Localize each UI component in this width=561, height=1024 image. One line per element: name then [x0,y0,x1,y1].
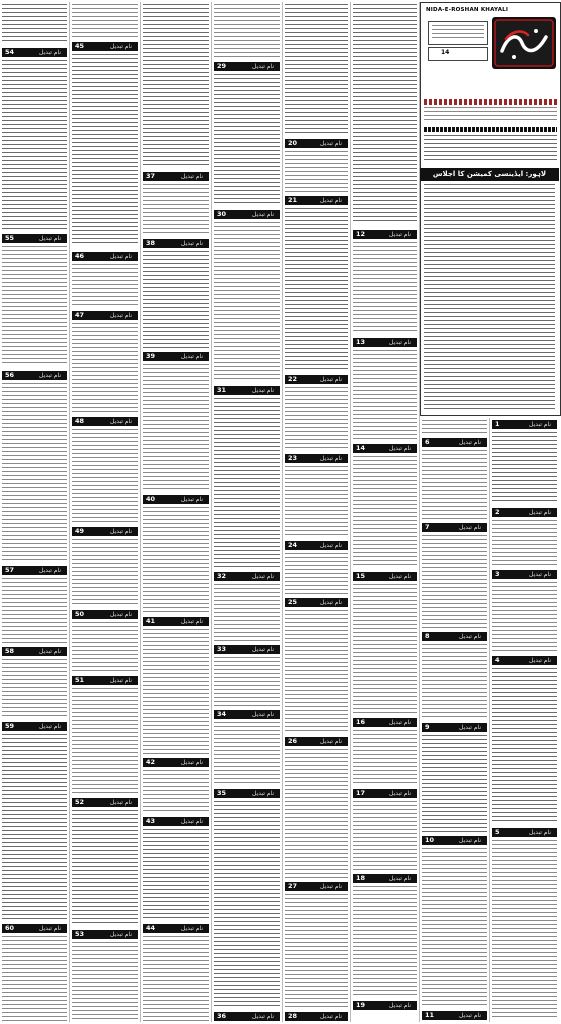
notice-19: 19 نام تبدیل [353,1001,417,1010]
notice-12: 12 نام تبدیل [353,230,417,239]
notice-18: 18 نام تبدیل [353,874,417,883]
notice-31: 31 نام تبدیل [214,386,280,395]
notice-36: 36 نام تبدیل [214,1012,280,1021]
notice-42: 42 نام تبدیل [143,758,209,767]
notice-45: 45 نام تبدیل [72,42,138,51]
notice-14: 14 نام تبدیل [353,444,417,453]
notice-38: 38 نام تبدیل [143,239,209,248]
lead-story [424,184,555,412]
notice-22: 22 نام تبدیل [285,375,348,384]
notice-8: 8 نام تبدیل [422,632,487,641]
column-5 [283,2,351,1022]
notice-4: 4 نام تبدیل [492,656,557,665]
notice-46: 46 نام تبدیل [72,252,138,261]
notice-47: 47 نام تبدیل [72,311,138,320]
notice-21: 21 نام تبدیل [285,196,348,205]
registration-box [428,21,488,45]
notice-37: 37 نام تبدیل [143,172,209,181]
column-7 [420,418,490,1022]
lead-headline: لاہور: ایڈینسی کمیشن کا اجلاس [420,168,559,181]
notice-10: 10 نام تبدیل [422,836,487,845]
notice-27: 27 نام تبدیل [285,882,348,891]
notice-48: 48 نام تبدیل [72,417,138,426]
column-8 [490,418,559,1022]
notice-34: 34 نام تبدیل [214,710,280,719]
notice-59: 59 نام تبدیل [2,722,67,731]
notice-25: 25 نام تبدیل [285,598,348,607]
notice-28: 28 نام تبدیل [285,1012,348,1021]
column-2 [70,2,141,1022]
notice-26: 26 نام تبدیل [285,737,348,746]
notice-35: 35 نام تبدیل [214,789,280,798]
date-box: 14 [428,47,488,61]
notice-55: 55 نام تبدیل [2,234,67,243]
notice-32: 32 نام تبدیل [214,572,280,581]
column-1 [0,2,70,1022]
column-3 [141,2,212,1022]
notice-7: 7 نام تبدیل [422,523,487,532]
notice-5: 5 نام تبدیل [492,828,557,837]
notice-2: 2 نام تبدیل [492,508,557,517]
notice-49: 49 نام تبدیل [72,527,138,536]
notice-52: 52 نام تبدیل [72,798,138,807]
notice-60: 60 نام تبدیل [2,924,67,933]
notice-9: 9 نام تبدیل [422,723,487,732]
notice-6: 6 نام تبدیل [422,438,487,447]
notice-11: 11 نام تبدیل [422,1011,487,1020]
notice-53: 53 نام تبدیل [72,930,138,939]
notice-41: 41 نام تبدیل [143,617,209,626]
notice-29: 29 نام تبدیل [214,62,280,71]
notice-23: 23 نام تبدیل [285,454,348,463]
notice-54: 54 نام تبدیل [2,48,67,57]
notice-50: 50 نام تبدیل [72,610,138,619]
notice-58: 58 نام تبدیل [2,647,67,656]
newspaper-logo [492,17,556,69]
notice-24: 24 نام تبدیل [285,541,348,550]
notice-39: 39 نام تبدیل [143,352,209,361]
notice-1: 1 نام تبدیل [492,420,557,429]
notice-43: 43 نام تبدیل [143,817,209,826]
notice-13: 13 نام تبدیل [353,338,417,347]
notice-44: 44 نام تبدیل [143,924,209,933]
notice-16: 16 نام تبدیل [353,718,417,727]
column-4 [212,2,283,1022]
logo-area [424,7,557,95]
notice-33: 33 نام تبدیل [214,645,280,654]
notice-15: 15 نام تبدیل [353,572,417,581]
notice-51: 51 نام تبدیل [72,676,138,685]
notice-17: 17 نام تبدیل [353,789,417,798]
notice-57: 57 نام تبدیل [2,566,67,575]
column-6 [351,2,420,1022]
notice-3: 3 نام تبدیل [492,570,557,579]
notice-30: 30 نام تبدیل [214,210,280,219]
masthead-latin-title: NIDA-E-ROSHAN KHAYALI [426,7,509,13]
notice-40: 40 نام تبدیل [143,495,209,504]
notice-20: 20 نام تبدیل [285,139,348,148]
notice-56: 56 نام تبدیل [2,371,67,380]
